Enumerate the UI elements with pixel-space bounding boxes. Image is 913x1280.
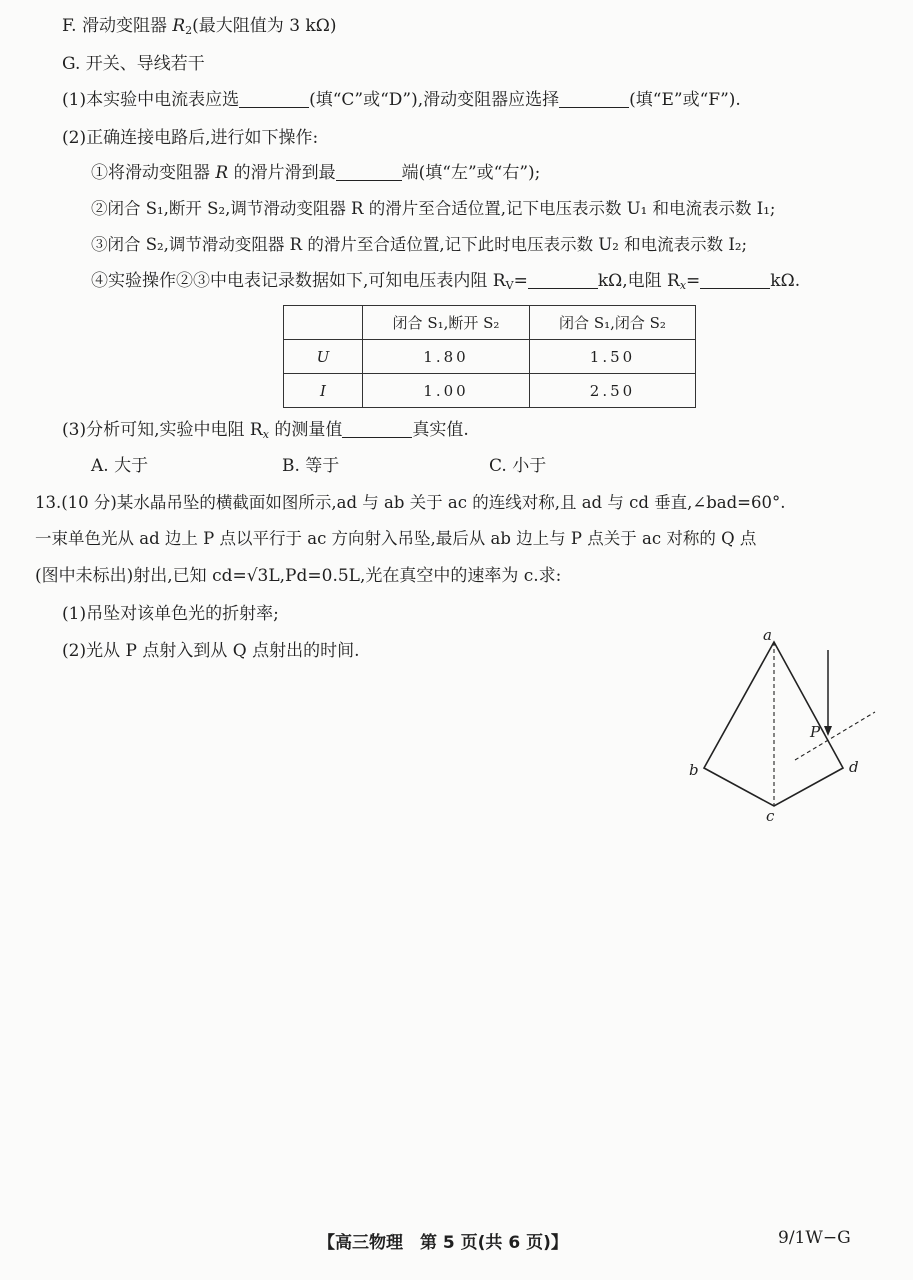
answer-blank[interactable] — [559, 89, 629, 108]
question-2-step-3: ③闭合 S₂,调节滑动变阻器 R 的滑片至合适位置,记下此时电压表示数 U₂ 和电流表示数 I₂; — [91, 235, 748, 254]
table-row — [284, 340, 696, 374]
question-2-intro: (2)正确连接电路后,进行如下操作: — [62, 128, 319, 148]
question-1: (1)本实验中电流表应选 (填“C”或“D”),滑动变阻器应选择 (填“E”或“F”). — [62, 90, 741, 110]
answer-blank[interactable] — [528, 270, 598, 289]
answer-blank[interactable] — [700, 270, 770, 289]
row-label: U — [284, 340, 363, 374]
table-header-row — [284, 306, 696, 340]
question-2-step-2: ②闭合 S₁,断开 S₂,调节滑动变阻器 R 的滑片至合适位置,记下电压表示数 U₁ 和电流表示数 I₁; — [91, 199, 776, 218]
question-2-step-1: ①将滑动变阻器 R 的滑片滑到最 端(填“左”或“右”); — [91, 163, 541, 183]
item-g: G. 开关、导线若干 — [62, 54, 205, 74]
option-c: C. 小于 — [489, 456, 547, 476]
table-header-cell: 闭合 S₁,闭合 S₂ — [530, 306, 696, 340]
table-cell: 1.80 — [363, 340, 530, 374]
option-a: A. 大于 — [91, 456, 149, 476]
answer-blank[interactable] — [342, 419, 412, 438]
answer-blank[interactable] — [336, 162, 402, 181]
question-2-step-4: ④实验操作②③中电表记录数据如下,可知电压表内阻 $R_V= k\Omega$,电阻 $R_x= k\Omega$. — [91, 271, 801, 292]
row-label: I — [284, 374, 363, 408]
item-f: F. 滑动变阻器 $R_2$(最大阻值为 3 kΩ) — [62, 16, 337, 37]
label-p: P — [810, 723, 821, 741]
label-c: c — [766, 807, 775, 825]
table-cell: 1.00 — [363, 374, 530, 408]
page-footer: 【高三物理 第 5 页(共 6 页)】 — [318, 1233, 568, 1253]
table-header-cell: 闭合 S₁,断开 S₂ — [363, 306, 530, 340]
pendant-figure — [685, 620, 885, 825]
answer-blank[interactable] — [239, 89, 309, 108]
table-cell: 1.50 — [530, 340, 696, 374]
data-table — [283, 305, 696, 408]
table-row — [284, 374, 696, 408]
question-3: (3)分析可知,实验中电阻 $R_x$ 的测量值 真实值. — [62, 420, 469, 441]
problem-13-sub-2: (2)光从 P 点射入到从 Q 点射出的时间. — [62, 641, 360, 661]
problem-13-line-3: (图中未标出)射出,已知 cd=√3L,Pd=0.5L,光在真空中的速率为 c.求: — [35, 566, 562, 586]
label-b: b — [689, 761, 699, 779]
label-d: d — [849, 758, 859, 776]
problem-13-line-1: 13.(10 分)某水晶吊坠的横截面如图所示,ad 与 ab 关于 ac 的连线对称,且 ad 与 cd 垂直,∠bad=60°. — [35, 493, 786, 512]
problem-13-line-2: 一束单色光从 ad 边上 P 点以平行于 ac 方向射入吊坠,最后从 ab 边上与 P 点关于 ac 对称的 Q 点 — [35, 529, 757, 548]
option-b: B. 等于 — [282, 456, 340, 476]
problem-13-sub-1: (1)吊坠对该单色光的折射率; — [62, 604, 279, 624]
page-code: 9/1W−G — [778, 1228, 851, 1248]
label-a: a — [763, 626, 772, 644]
table-cell: 2.50 — [530, 374, 696, 408]
table-header-cell — [284, 306, 363, 340]
